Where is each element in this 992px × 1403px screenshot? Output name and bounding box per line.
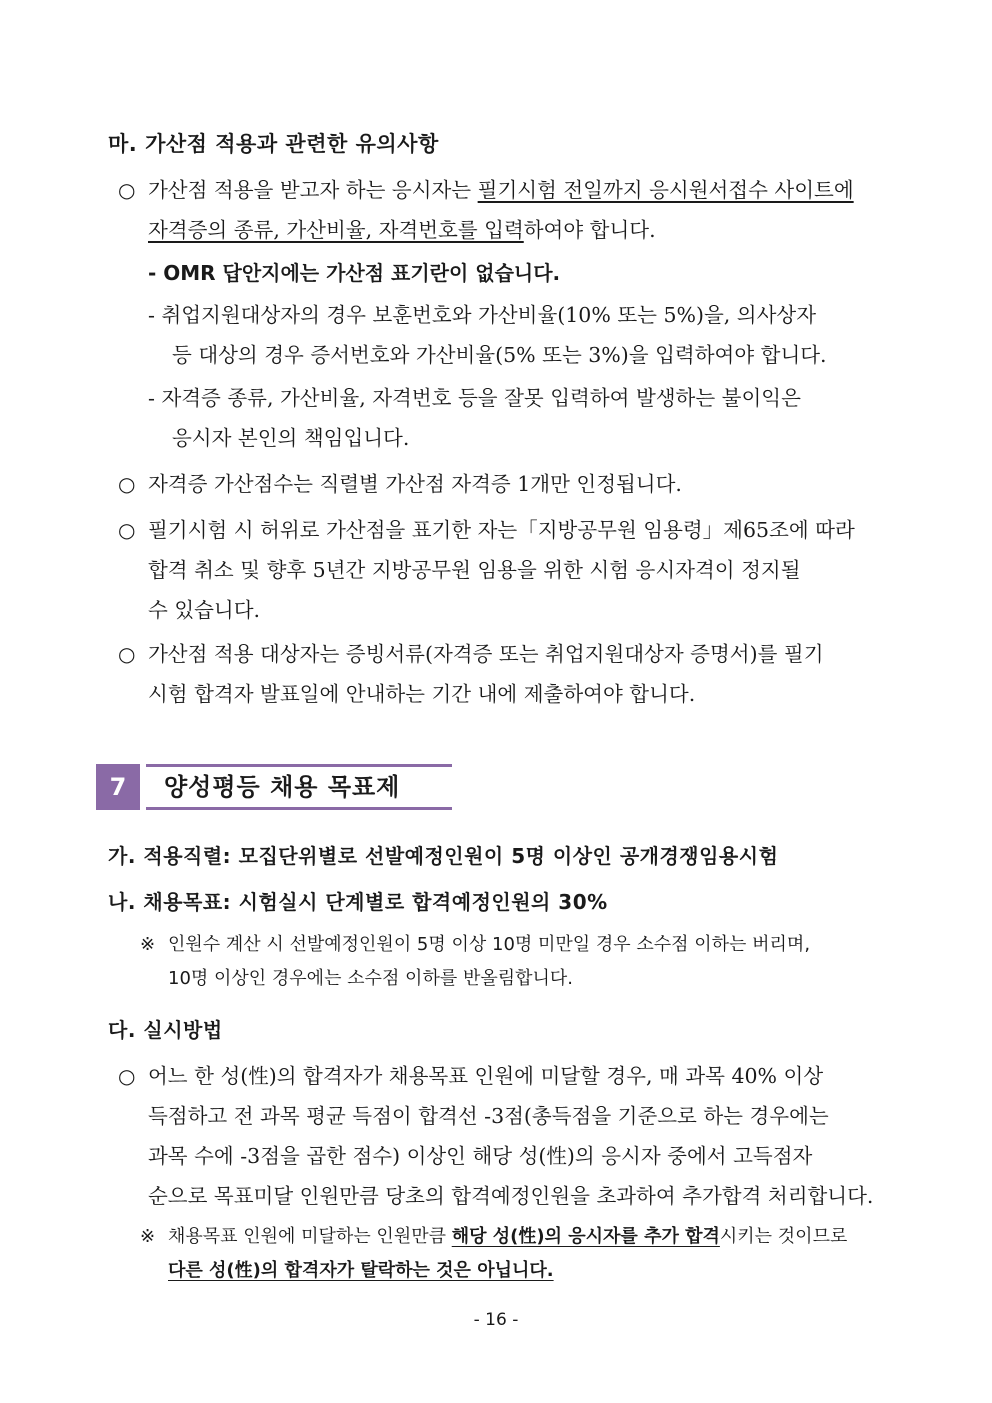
dash-item-veterans: [148, 295, 827, 375]
paragraph-line: 필기시험 시 허위로 가산점을 표기한 자는「지방공무원 임용령」제65조에 따라: [148, 518, 855, 542]
paragraph-line: 득점하고 전 과목 평균 득점이 합격선 -3점(총득점을 기준으로 하는 경우에는: [148, 1104, 829, 1128]
emphasized-text: 해당 성(性)의 응시자를 추가 합격: [451, 1226, 720, 1247]
section-number-badge: 7: [96, 764, 140, 810]
reference-mark: ※: [140, 934, 156, 955]
paragraph-line: - 취업지원대상자의 경우 보훈번호와 가산비율(10% 또는 5%)을, 의사상자: [148, 303, 817, 327]
paragraph-line: - 자격증 종류, 가산비율, 자격번호 등을 잘못 입력하여 발생하는 불이익은: [148, 386, 801, 410]
text-segment: 하여야 합니다.: [523, 218, 656, 242]
section-heading-da: 다. 실시방법: [108, 1018, 223, 1042]
paragraph-line: [148, 170, 854, 210]
underlined-text: 자격증의 종류, 가산비율, 자격번호를 입력: [148, 218, 524, 242]
section-heading-ma: 마. 가산점 적용과 관련한 유의사항: [108, 132, 439, 156]
emphasized-text: 다른 성(性)의 합격자가 탈락하는 것은 아닙니다.: [168, 1260, 554, 1281]
bullet-circle: ○: [118, 178, 136, 202]
paragraph-line: 어느 한 성(性)의 합격자가 채용목표 인원에 미달할 경우, 매 과목 40% 이상: [148, 1064, 824, 1088]
note-line: 10명 이상인 경우에는 소수점 이하를 반올림합니다.: [168, 968, 573, 989]
bullet-circle: ○: [118, 472, 136, 496]
section-heading-na: 나. 채용목표: 시험실시 단계별로 합격예정인원의 30%: [108, 890, 608, 914]
note-line: 인원수 계산 시 선발예정인원이 5명 이상 10명 미만일 경우 소수점 이하는 버리며,: [168, 934, 811, 955]
paragraph-method: [148, 1056, 873, 1216]
text-segment: 시키는 것이므로: [719, 1226, 848, 1247]
paragraph-line: 수 있습니다.: [148, 598, 261, 622]
paragraph-line: [148, 210, 854, 250]
bullet-circle: ○: [118, 1064, 136, 1088]
bullet-circle: ○: [118, 518, 136, 542]
note-line: [168, 1254, 847, 1288]
paragraph-false-marking: [148, 510, 855, 630]
note-additional-pass: [168, 1220, 847, 1288]
bullet-circle: ○: [118, 642, 136, 666]
paragraph-line: 합격 취소 및 향후 5년간 지방공무원 임용을 위한 시험 응시자격이 정지될: [148, 558, 801, 582]
text-segment: 가산점 적용을 받고자 하는 응시자는: [148, 178, 478, 202]
paragraph-line: 응시자 본인의 책임입니다.: [172, 426, 410, 450]
paragraph-bonus-input: [148, 170, 854, 250]
paragraph-line: 시험 합격자 발표일에 안내하는 기간 내에 제출하여야 합니다.: [148, 682, 696, 706]
dash-item-responsibility: [148, 378, 801, 458]
paragraph-line: 가산점 적용 대상자는 증빙서류(자격증 또는 취업지원대상자 증명서)를 필기: [148, 642, 824, 666]
reference-mark: ※: [140, 1226, 156, 1247]
text-segment: 채용목표 인원에 미달하는 인원만큼: [168, 1226, 452, 1247]
paragraph-line: 순으로 목표미달 인원만큼 당초의 합격예정인원을 초과하여 추가합격 처리합니다.: [148, 1184, 874, 1208]
section-title: 양성평등 채용 목표제: [146, 764, 452, 810]
note-rounding: [168, 928, 810, 996]
note-line: [168, 1220, 847, 1254]
paragraph-line: 자격증 가산점수는 직렬별 가산점 자격증 1개만 인정됩니다.: [148, 472, 682, 496]
paragraph-line: 등 대상의 경우 증서번호와 가산비율(5% 또는 3%)을 입력하여야 합니다.: [172, 343, 827, 367]
paragraph-one-cert: [148, 464, 682, 504]
page-number: - 16 -: [473, 1310, 519, 1330]
section-heading-ga: 가. 적용직렬: 모집단위별로 선발예정인원이 5명 이상인 공개경쟁임용시험: [108, 844, 779, 868]
dash-item-omr: - OMR 답안지에는 가산점 표기란이 없습니다.: [148, 261, 561, 285]
underlined-text: 필기시험 전일까지 응시원서접수 사이트에: [477, 178, 854, 202]
paragraph-line: 과목 수에 -3점을 곱한 점수) 이상인 해당 성(性)의 응시자 중에서 고득점자: [148, 1144, 813, 1168]
paragraph-documents: [148, 634, 824, 714]
